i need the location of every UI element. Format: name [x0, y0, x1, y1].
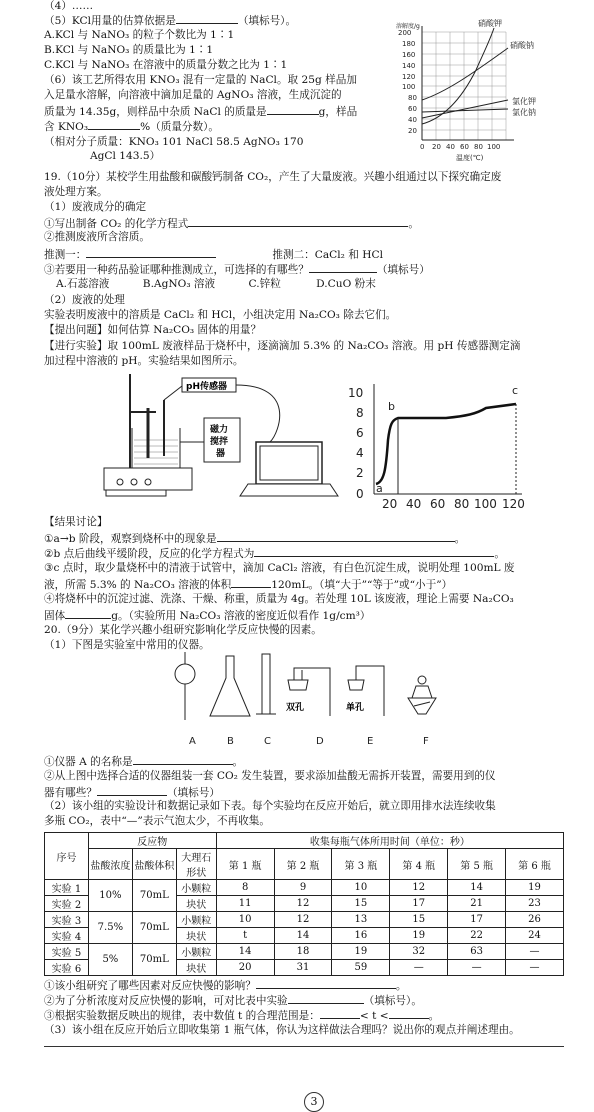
text-line: 入足量水溶解，向溶液中滴加足量的 AgNO₃ 溶液，生成沉淀的 [44, 89, 342, 101]
cell-time: 12 [390, 880, 448, 896]
y-tick: 0 [356, 487, 364, 501]
cell-time: 10 [332, 880, 390, 896]
table-row [45, 912, 564, 928]
text-line: 质量为 14.35g，则样品中杂质 NaCl 的质量是 g，样品 [44, 106, 358, 118]
cell-time: 16 [332, 928, 390, 944]
cell-time: 22 [448, 928, 506, 944]
cell-shape: 块状 [176, 928, 216, 944]
section-heading: （1）下图是实验室中常用的仪器。 [44, 639, 210, 651]
laptop-screen [256, 442, 322, 484]
cell-time: 19 [506, 880, 564, 896]
x-tick: 100 [487, 143, 501, 151]
option-line: B.KCl 与 NaNO₃ 的质量比为 1∶1 [44, 44, 214, 56]
cell-shape: 小颗粒 [176, 912, 216, 928]
point-label-b: b [388, 400, 395, 413]
text-line: 液，所需 5.3% 的 Na₂CO₃ 溶液的体积 120mL。（填“大于”“等于”或“小于”） [44, 579, 453, 591]
stirrer-label: 搅拌 [210, 437, 229, 447]
cell-shape: 块状 [176, 960, 216, 976]
cell-vol: 70mL [132, 880, 176, 912]
option-line: A.KCl 与 NaNO₃ 的粒子个数比为 1∶1 [44, 29, 235, 41]
header-reactant: 反应物 [88, 833, 216, 849]
cell-conc: 5% [88, 944, 132, 976]
y-tick: 8 [356, 406, 364, 420]
x-tick: 20 [382, 497, 398, 510]
two-hole-label: 双孔 [286, 703, 305, 713]
y-tick: 120 [402, 73, 416, 81]
instrument-c [256, 654, 276, 714]
text-line: 器有哪些？ （填标号） [44, 787, 220, 799]
option-line: C.KCl 与 NaNO₃ 在溶液中的质量分数之比为 1∶1 [44, 59, 288, 71]
cell-time: 14 [448, 880, 506, 896]
y-tick: 80 [408, 94, 417, 102]
instrument-b [210, 656, 250, 716]
header-bottle: 第 5 瓶 [448, 849, 506, 880]
text-line: 实验表明废液中的溶质是 CaCl₂ 和 HCl，小组决定用 Na₂CO₃ 除去它们。 [44, 309, 397, 321]
question-title: 19.（10分）某校学生用盐酸和碳酸钙制备 CO₂，产生了大量废液。兴趣小组通过以下探究确定废 [44, 171, 502, 183]
point-label-c: c [512, 384, 519, 397]
solubility-chart [396, 18, 566, 168]
y-tick: 160 [402, 51, 416, 59]
y-tick: 200 [398, 29, 412, 37]
x-tick: 60 [460, 143, 469, 151]
x-tick: 40 [406, 497, 422, 510]
curve-label: 硝酸钾 [478, 19, 502, 28]
y-tick: 40 [408, 116, 417, 124]
text-line: 液处理方案。 [44, 186, 108, 198]
x-tick: 0 [420, 143, 425, 151]
curve-label: 氯化钾 [512, 97, 536, 106]
cell-time: 21 [448, 896, 506, 912]
header-shape: 大理石形状 [176, 849, 216, 880]
text-line: （相对分子质量：KNO₃ 101 NaCl 58.5 AgNO₃ 170 [44, 136, 304, 148]
cell-time: 17 [390, 896, 448, 912]
cell-no: 实验 4 [45, 928, 89, 944]
instrument-f [408, 676, 436, 714]
cell-time: 26 [506, 912, 564, 928]
cell-time: 8 [216, 880, 274, 896]
curve-nano3 [422, 48, 508, 100]
beaker [132, 428, 180, 468]
cell-no: 实验 2 [45, 896, 89, 912]
text-line: ①仪器 A 的名称是 。 [44, 756, 244, 768]
cell-no: 实验 1 [45, 880, 89, 896]
cell-time: 10 [216, 912, 274, 928]
text-line: AgCl 143.5） [90, 150, 161, 162]
cell-time: 11 [216, 896, 274, 912]
cell-time: — [448, 960, 506, 976]
cell-time: 20 [216, 960, 274, 976]
cell-shape: 块状 [176, 896, 216, 912]
text-line: （5）KCl用量的估算依据是 （填标号）。 [44, 15, 297, 27]
sensor-cable [236, 385, 280, 442]
header-bottle: 第 4 瓶 [390, 849, 448, 880]
letter-f: F [423, 736, 429, 747]
y-tick: 20 [408, 127, 417, 135]
question-title: 20.（9分）某化学兴趣小组研究影响化学反应快慢的因素。 [44, 624, 322, 636]
text-line: ②从上图中选择合适的仪器组装一套 CO₂ 发生装置，要求添加盐酸无需拆开装置，需要用到的仪 [44, 770, 496, 782]
y-tick: 100 [402, 83, 416, 91]
cell-vol: 70mL [132, 944, 176, 976]
text-line: （2）该小组的实验设计和数据记录如下表。每个实验均在反应开始后，就立即用排水法连续收集 [44, 800, 496, 812]
stand-base [106, 490, 166, 496]
cell-time: 19 [332, 944, 390, 960]
cell-time: 14 [274, 928, 332, 944]
answer-line [44, 1046, 564, 1047]
header-bottle: 第 1 瓶 [216, 849, 274, 880]
cell-time: 63 [448, 944, 506, 960]
text-line: ③c 点时，取少量烧杯中的清液于试管中，滴加 CaCl₂ 溶液，有白色沉淀生成，说明处理 100mL 废 [44, 562, 515, 574]
y-tick: 6 [356, 426, 364, 440]
cell-conc: 10% [88, 880, 132, 912]
text-line: （4）…… [44, 0, 94, 12]
text-line: 【结果讨论】 [44, 516, 108, 528]
cell-time: 9 [274, 880, 332, 896]
x-tick: 40 [446, 143, 455, 151]
cell-time: 12 [274, 896, 332, 912]
header-conc: 盐酸浓度 [88, 849, 132, 880]
x-tick: 120 [502, 497, 525, 510]
y-tick: 10 [348, 386, 364, 400]
x-tick: 80 [474, 143, 483, 151]
y-tick: 4 [356, 446, 364, 460]
text-line: 固体 g。（实验所用 Na₂CO₃ 溶液的密度近似看作 1g/cm³） [44, 610, 371, 622]
laptop-keyboard [240, 484, 338, 496]
text-line: 多瓶 CO₂，表中“—”表示气泡太少，不再收集。 [44, 815, 270, 827]
ph-apparatus-figure [100, 372, 340, 512]
table-row [45, 944, 564, 960]
text-line: 含 KNO₃ %（质量分数）。 [44, 121, 219, 133]
cell-conc: 7.5% [88, 912, 132, 944]
cell-time: t [216, 928, 274, 944]
cell-time: 15 [390, 912, 448, 928]
cell-time: — [506, 944, 564, 960]
text-line: 推测一： 推测二：CaCl₂ 和 HCl [44, 249, 383, 261]
header-bottle: 第 2 瓶 [274, 849, 332, 880]
curve-label: 氯化钠 [512, 108, 536, 117]
one-hole-label: 单孔 [346, 703, 365, 713]
header-no: 序号 [45, 833, 89, 880]
cell-time: 13 [332, 912, 390, 928]
cell-shape: 小颗粒 [176, 944, 216, 960]
y-tick: 60 [408, 105, 417, 113]
y-tick: 140 [402, 62, 416, 70]
experiment-data-table [44, 832, 564, 976]
text-line: （6）该工艺所得农用 KNO₃ 混有一定量的 NaCl。取 25g 样品加 [44, 74, 357, 86]
cell-no: 实验 3 [45, 912, 89, 928]
text-line: ②推测废液所含溶质。 [44, 231, 150, 243]
x-tick: 80 [454, 497, 470, 510]
letter-e: E [367, 736, 374, 747]
cell-time: 18 [274, 944, 332, 960]
curve-label: 硝酸钠 [510, 41, 534, 50]
header-bottle: 第 6 瓶 [506, 849, 564, 880]
header-vol: 盐酸体积 [132, 849, 176, 880]
letter-b: B [227, 736, 234, 747]
text-line: （3）该小组在反应开始后立即收集第 1 瓶气体，你认为这样做法合理吗？说出你的观点并阐述理由。 [44, 1024, 520, 1036]
option-row: A.石蕊溶液 B.AgNO₃ 溶液 C.锌粒 D.CuO 粉末 [56, 278, 376, 290]
y-tick: 180 [402, 40, 416, 48]
section-heading: （2）废液的处理 [44, 294, 125, 306]
ph-sensor-label: pH传感器 [186, 382, 227, 392]
cell-time: 12 [274, 912, 332, 928]
page-number: 3 [304, 1092, 324, 1112]
cell-shape: 小颗粒 [176, 880, 216, 896]
text-line: ③若要用一种药品验证哪种推测成立，可选择的有哪些？ （填标号） [44, 264, 430, 276]
ph-curve-chart [346, 380, 536, 510]
text-line: ②为了分析浓度对反应快慢的影响，可对比表中实验 （填标号）。 [44, 995, 422, 1007]
text-line: ③根据实验数据反映出的规律，表中数值 t 的合理范围是： < t < 。 [44, 1010, 440, 1022]
text-line: 【进行实验】取 100mL 废液样品于烧杯中，逐滴滴加 5.3% 的 Na₂CO₃ 溶液。用 pH 传感器测定滴 [44, 340, 521, 352]
y-tick: 2 [356, 466, 364, 480]
letter-d: D [316, 736, 324, 747]
instrument-a [175, 652, 195, 720]
x-tick: 60 [430, 497, 446, 510]
cell-time: 15 [332, 896, 390, 912]
y-axis-label: 溶解度/g [396, 23, 420, 30]
cell-time: 19 [390, 928, 448, 944]
text-line: ①a→b 阶段，观察到烧杯中的现象是 。 [44, 533, 466, 545]
ph-curve [376, 404, 516, 484]
header-bottle: 第 3 瓶 [332, 849, 390, 880]
cell-vol: 70mL [132, 912, 176, 944]
letter-c: C [264, 736, 271, 747]
text-line: ②b 点后曲线平缓阶段，反应的化学方程式为 。 [44, 548, 505, 560]
text-line: ①写出制备 CO₂ 的化学方程式 。 [44, 218, 419, 230]
stirrer-label: 器 [216, 449, 226, 459]
cell-time: 14 [216, 944, 274, 960]
text-line: 加过程中溶液的 pH。实验结果如图所示。 [44, 355, 244, 367]
cell-time: — [390, 960, 448, 976]
instrument-d [286, 668, 330, 716]
instruments-figure [160, 652, 460, 752]
stirrer-label: 磁力 [210, 425, 229, 435]
text-line: ④将烧杯中的沉淀过滤、洗涤、干燥、称重，质量为 4g。若处理 10L 该废液，理论上需要 Na₂CO₃ [44, 593, 514, 605]
text-line: 【提出问题】如何估算 Na₂CO₃ 固体的用量？ [44, 324, 262, 336]
cell-no: 实验 5 [45, 944, 89, 960]
cell-time: 17 [448, 912, 506, 928]
cell-time: 23 [506, 896, 564, 912]
instrument-e [346, 666, 384, 716]
cell-time: 59 [332, 960, 390, 976]
cell-time: — [506, 960, 564, 976]
table-row [45, 880, 564, 896]
cell-time: 31 [274, 960, 332, 976]
cell-time: 24 [506, 928, 564, 944]
cell-no: 实验 6 [45, 960, 89, 976]
point-label-a: a [376, 482, 383, 495]
cell-time: 32 [390, 944, 448, 960]
letter-a: A [189, 736, 196, 747]
x-tick: 100 [474, 497, 497, 510]
header-time: 收集每瓶气体所用时间（单位：秒） [216, 833, 563, 849]
x-tick: 20 [432, 143, 441, 151]
text-line: ①该小组研究了哪些因素对反应快慢的影响？ 。 [44, 980, 407, 992]
section-heading: （1）废液成分的确定 [44, 201, 147, 213]
x-axis-label: 温度(℃) [456, 154, 484, 162]
